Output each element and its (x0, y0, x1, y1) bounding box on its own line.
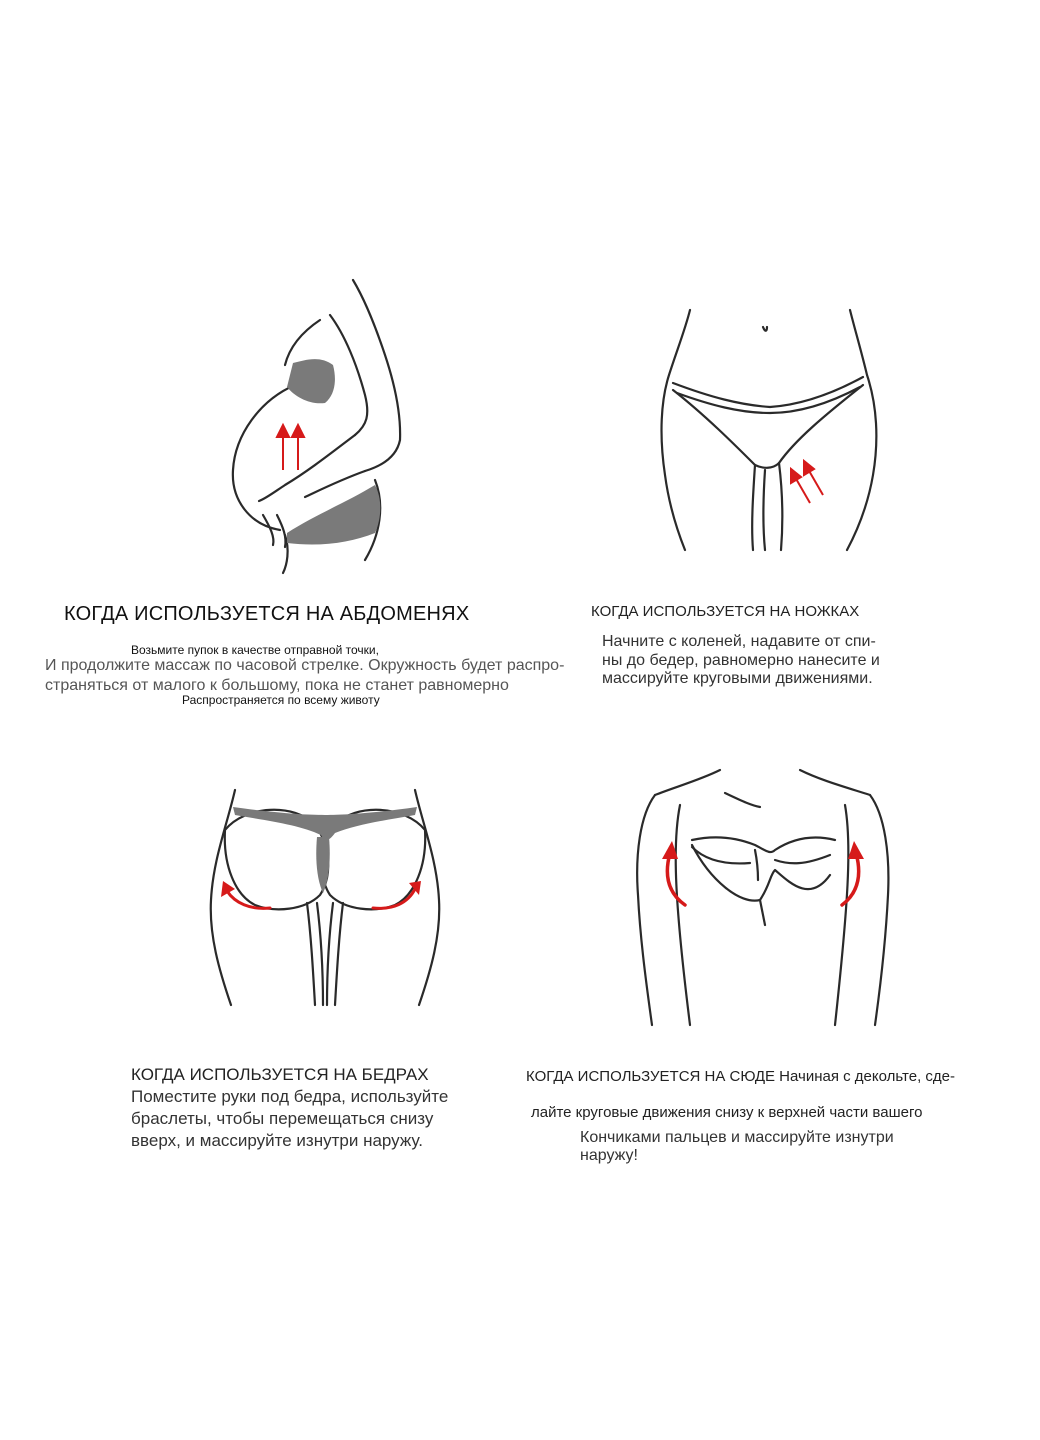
abdomen-text-line1: Возьмите пупок в качестве отправной точки, (131, 643, 379, 657)
buttocks-back-illustration (205, 785, 445, 1010)
abdomen-text-line3: страняться от малого к большому, пока не станет равномерно (45, 677, 509, 694)
hips-text-line2: браслеты, чтобы перемещаться снизу (131, 1109, 434, 1128)
abdomen-text-line4: Распространяется по всему животу (182, 693, 380, 707)
hips-text-line1: Поместите руки под бедра, используйте (131, 1087, 449, 1106)
abdomen-text-line2: И продолжите массаж по часовой стрелке. Окружность будет распро- (45, 657, 565, 674)
legs-text-line1: Начните с коленей, надавите от спи- (602, 633, 876, 650)
hips-text-line3: вверх, и массируйте изнутри наружу. (131, 1131, 423, 1150)
chest-text-line1: лайте круговые движения снизу к верхней части вашего (531, 1104, 923, 1121)
legs-title: КОГДА ИСПОЛЬЗУЕТСЯ НА НОЖКАХ (591, 603, 860, 620)
abdomen-title: КОГДА ИСПОЛЬЗУЕТСЯ НА АБДОМЕНЯХ (64, 603, 470, 625)
chest-text-line2: Кончиками пальцев и массируйте изнутри (580, 1129, 894, 1146)
chest-front-illustration (630, 765, 895, 1030)
legs-text-line2: ны до бедер, равномерно нанесите и (602, 652, 880, 669)
pregnant-torso-illustration (225, 275, 415, 575)
hips-front-illustration (655, 305, 885, 555)
legs-text-line3: массируйте круговыми движениями. (602, 670, 873, 687)
chest-text-line3: наружу! (580, 1147, 638, 1164)
chest-title: КОГДА ИСПОЛЬЗУЕТСЯ НА СЮДЕ Начиная с декольте, сде- (526, 1068, 956, 1085)
hips-title: КОГДА ИСПОЛЬЗУЕТСЯ НА БЕДРАХ (131, 1065, 429, 1084)
